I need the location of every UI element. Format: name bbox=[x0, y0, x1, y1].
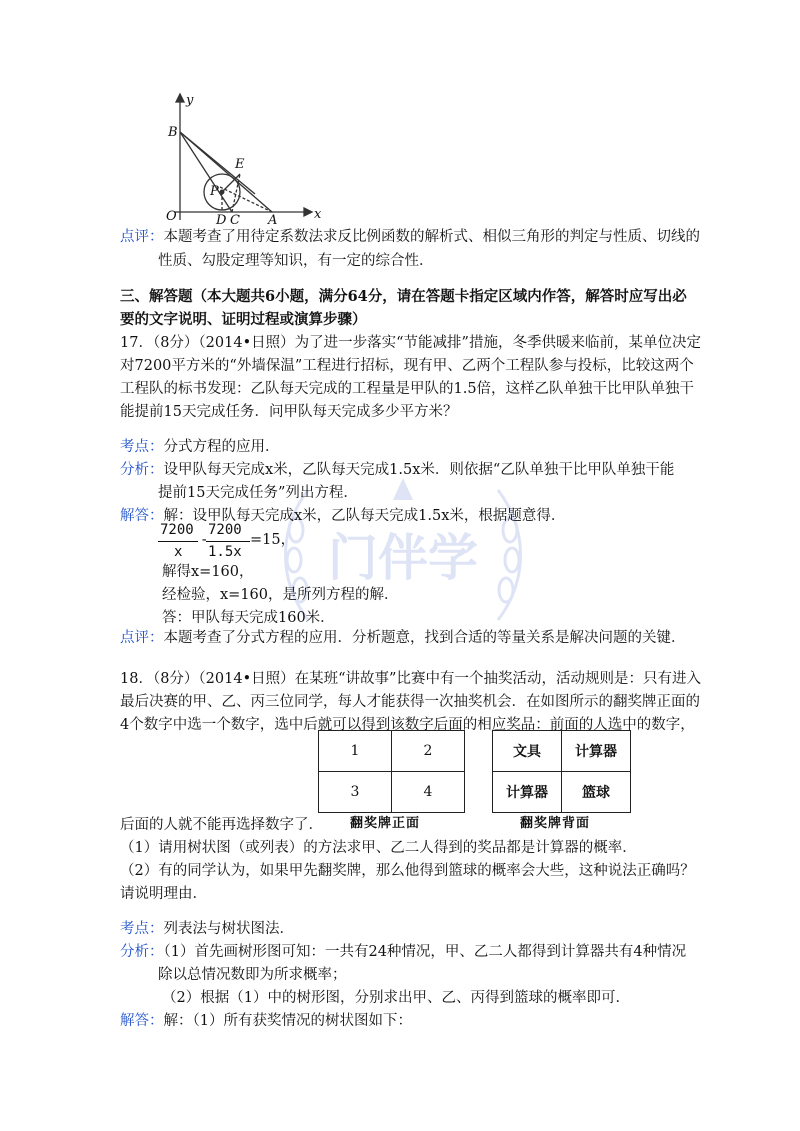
q17-step1: 解得x=160， bbox=[162, 564, 254, 580]
eq-minus: - bbox=[200, 532, 209, 548]
front-cell-3: 3 bbox=[319, 772, 392, 813]
eq-denominator-1: x bbox=[174, 544, 183, 560]
prize-card-back bbox=[492, 730, 631, 813]
point-P bbox=[220, 190, 224, 194]
prize-card-front bbox=[318, 730, 465, 813]
q18-line2: 最后决赛的甲、乙、丙三位同学，每人才能获得一次抽奖机会．在如图所示的翻奖牌正面的 bbox=[120, 694, 700, 710]
front-cell-2: 2 bbox=[392, 731, 465, 772]
q16-comment-line1: 点评：本题考查了用待定系数法求反比例函数的解析式、相似三角形的判定与性质、切线的 bbox=[120, 229, 700, 245]
front-cell-4: 4 bbox=[392, 772, 465, 813]
label-A: A bbox=[268, 213, 278, 224]
q17-fenxi2: 提前15天完成任务”列出方程． bbox=[158, 485, 358, 501]
eq-rhs: =15， bbox=[250, 532, 296, 548]
label-B: B bbox=[168, 125, 178, 140]
q18-line4: 后面的人就不能再选择数字了． bbox=[120, 817, 323, 833]
q18-line3: 4个数字中选一个数字，选中后就可以得到该数字后面的相应奖品：前面的人选中的数字， bbox=[120, 717, 695, 733]
q18-sub2b: 请说明理由． bbox=[120, 886, 207, 902]
x-axis-arrow bbox=[304, 208, 312, 216]
back-cell-2: 计算器 bbox=[562, 731, 631, 772]
q18-fenxi1: 分析：（1）首先画树形图可知：一共有24种情况，甲、乙二人都得到计算器共有4种情况 bbox=[120, 944, 687, 960]
eq-numerator-1: 7200 bbox=[160, 522, 194, 538]
q18-line1: 18．（8分）（2014•日照）在某班“讲故事”比赛中有一个抽奖活动，活动规则是：只有进入 bbox=[120, 671, 701, 687]
q17-line1: 17．（8分）（2014•日照）为了进一步落实“节能减排”措施，冬季供暖来临前，某单位决定 bbox=[120, 335, 701, 351]
front-caption: 翻奖牌正面 bbox=[350, 816, 421, 831]
label-O: O bbox=[166, 209, 177, 224]
q17-step3: 答：甲队每天完成160米． bbox=[162, 610, 335, 626]
label-C: C bbox=[230, 213, 240, 224]
back-cell-1: 文具 bbox=[493, 731, 562, 772]
q16-comment-line2: 性质、勾股定理等知识，有一定的综合性． bbox=[158, 253, 434, 269]
q17-fenxi1: 分析：设甲队每天完成x米，乙队每天完成1.5x米．则依据“乙队单独干比甲队单独干能 bbox=[120, 462, 675, 478]
label-x: x bbox=[314, 207, 322, 222]
comment-label: 点评： bbox=[120, 229, 164, 245]
q17-line3: 工程队的标书发现：乙队每天完成的工程量是甲队的1.5倍，这样乙队单独干比甲队单独干 bbox=[120, 381, 695, 397]
q18-sub2: （2）有的同学认为，如果甲先翻奖牌，那么他得到篮球的概率会大些，这种说法正确吗？ bbox=[120, 863, 695, 879]
back-cell-3: 计算器 bbox=[493, 772, 562, 813]
eq-fraction-bar-2 bbox=[206, 541, 250, 542]
eq-denominator-2: 1.5x bbox=[208, 544, 242, 560]
watermark-text: 门伴学 bbox=[328, 529, 478, 587]
line-extend bbox=[220, 187, 272, 212]
eq-fraction-bar-1 bbox=[158, 541, 198, 542]
q18-fenxi2: 除以总情况数即为所求概率； bbox=[158, 967, 347, 983]
front-cell-1: 1 bbox=[319, 731, 392, 772]
label-E: E bbox=[235, 157, 245, 172]
q17-dianping: 点评：本题考查了分式方程的应用．分析题意，找到合适的等量关系是解决问题的关键． bbox=[120, 630, 686, 646]
q17-line4: 能提前15天完成任务．问甲队每天完成多少平方米？ bbox=[120, 404, 458, 420]
q17-jieda1: 解答：解：设甲队每天完成x米，乙队每天完成1.5x米，根据题意得． bbox=[120, 508, 566, 524]
back-cell-4: 篮球 bbox=[562, 772, 631, 813]
q18-kaodian: 考点：列表法与树状图法． bbox=[120, 921, 294, 937]
q17-step2: 经检验，x=160，是所列方程的解． bbox=[162, 587, 399, 603]
label-P: P bbox=[210, 184, 219, 199]
q18-sub1: （1）请用树状图（或列表）的方法求甲、乙二人得到的奖品都是计算器的概率． bbox=[120, 840, 637, 856]
q17-line2: 对7200平方米的“外墙保温”工程进行招标，现有甲、乙两个工程队参与投标，比较这两个 bbox=[120, 358, 694, 374]
q17-kaodian: 考点：分式方程的应用． bbox=[120, 439, 280, 455]
q18-fenxi3: （2）根据（1）中的树形图，分别求出甲、乙、丙得到篮球的概率即可． bbox=[162, 990, 630, 1006]
back-caption: 翻奖牌背面 bbox=[520, 816, 591, 831]
label-y: y bbox=[186, 93, 194, 108]
q18-jieda1: 解答：解：（1）所有获奖情况的树状图如下： bbox=[120, 1013, 412, 1029]
geometry-figure bbox=[160, 92, 335, 224]
eq-numerator-2: 7200 bbox=[208, 522, 242, 538]
section3-header-line1: 三、解答题（本大题共6小题，满分64分，请在答题卡指定区域内作答，解答时应写出必 bbox=[120, 288, 687, 305]
label-D: D bbox=[216, 213, 227, 224]
y-axis-arrow bbox=[176, 94, 184, 102]
section3-header-line2: 要的文字说明、证明过程或演算步骤） bbox=[120, 311, 367, 328]
